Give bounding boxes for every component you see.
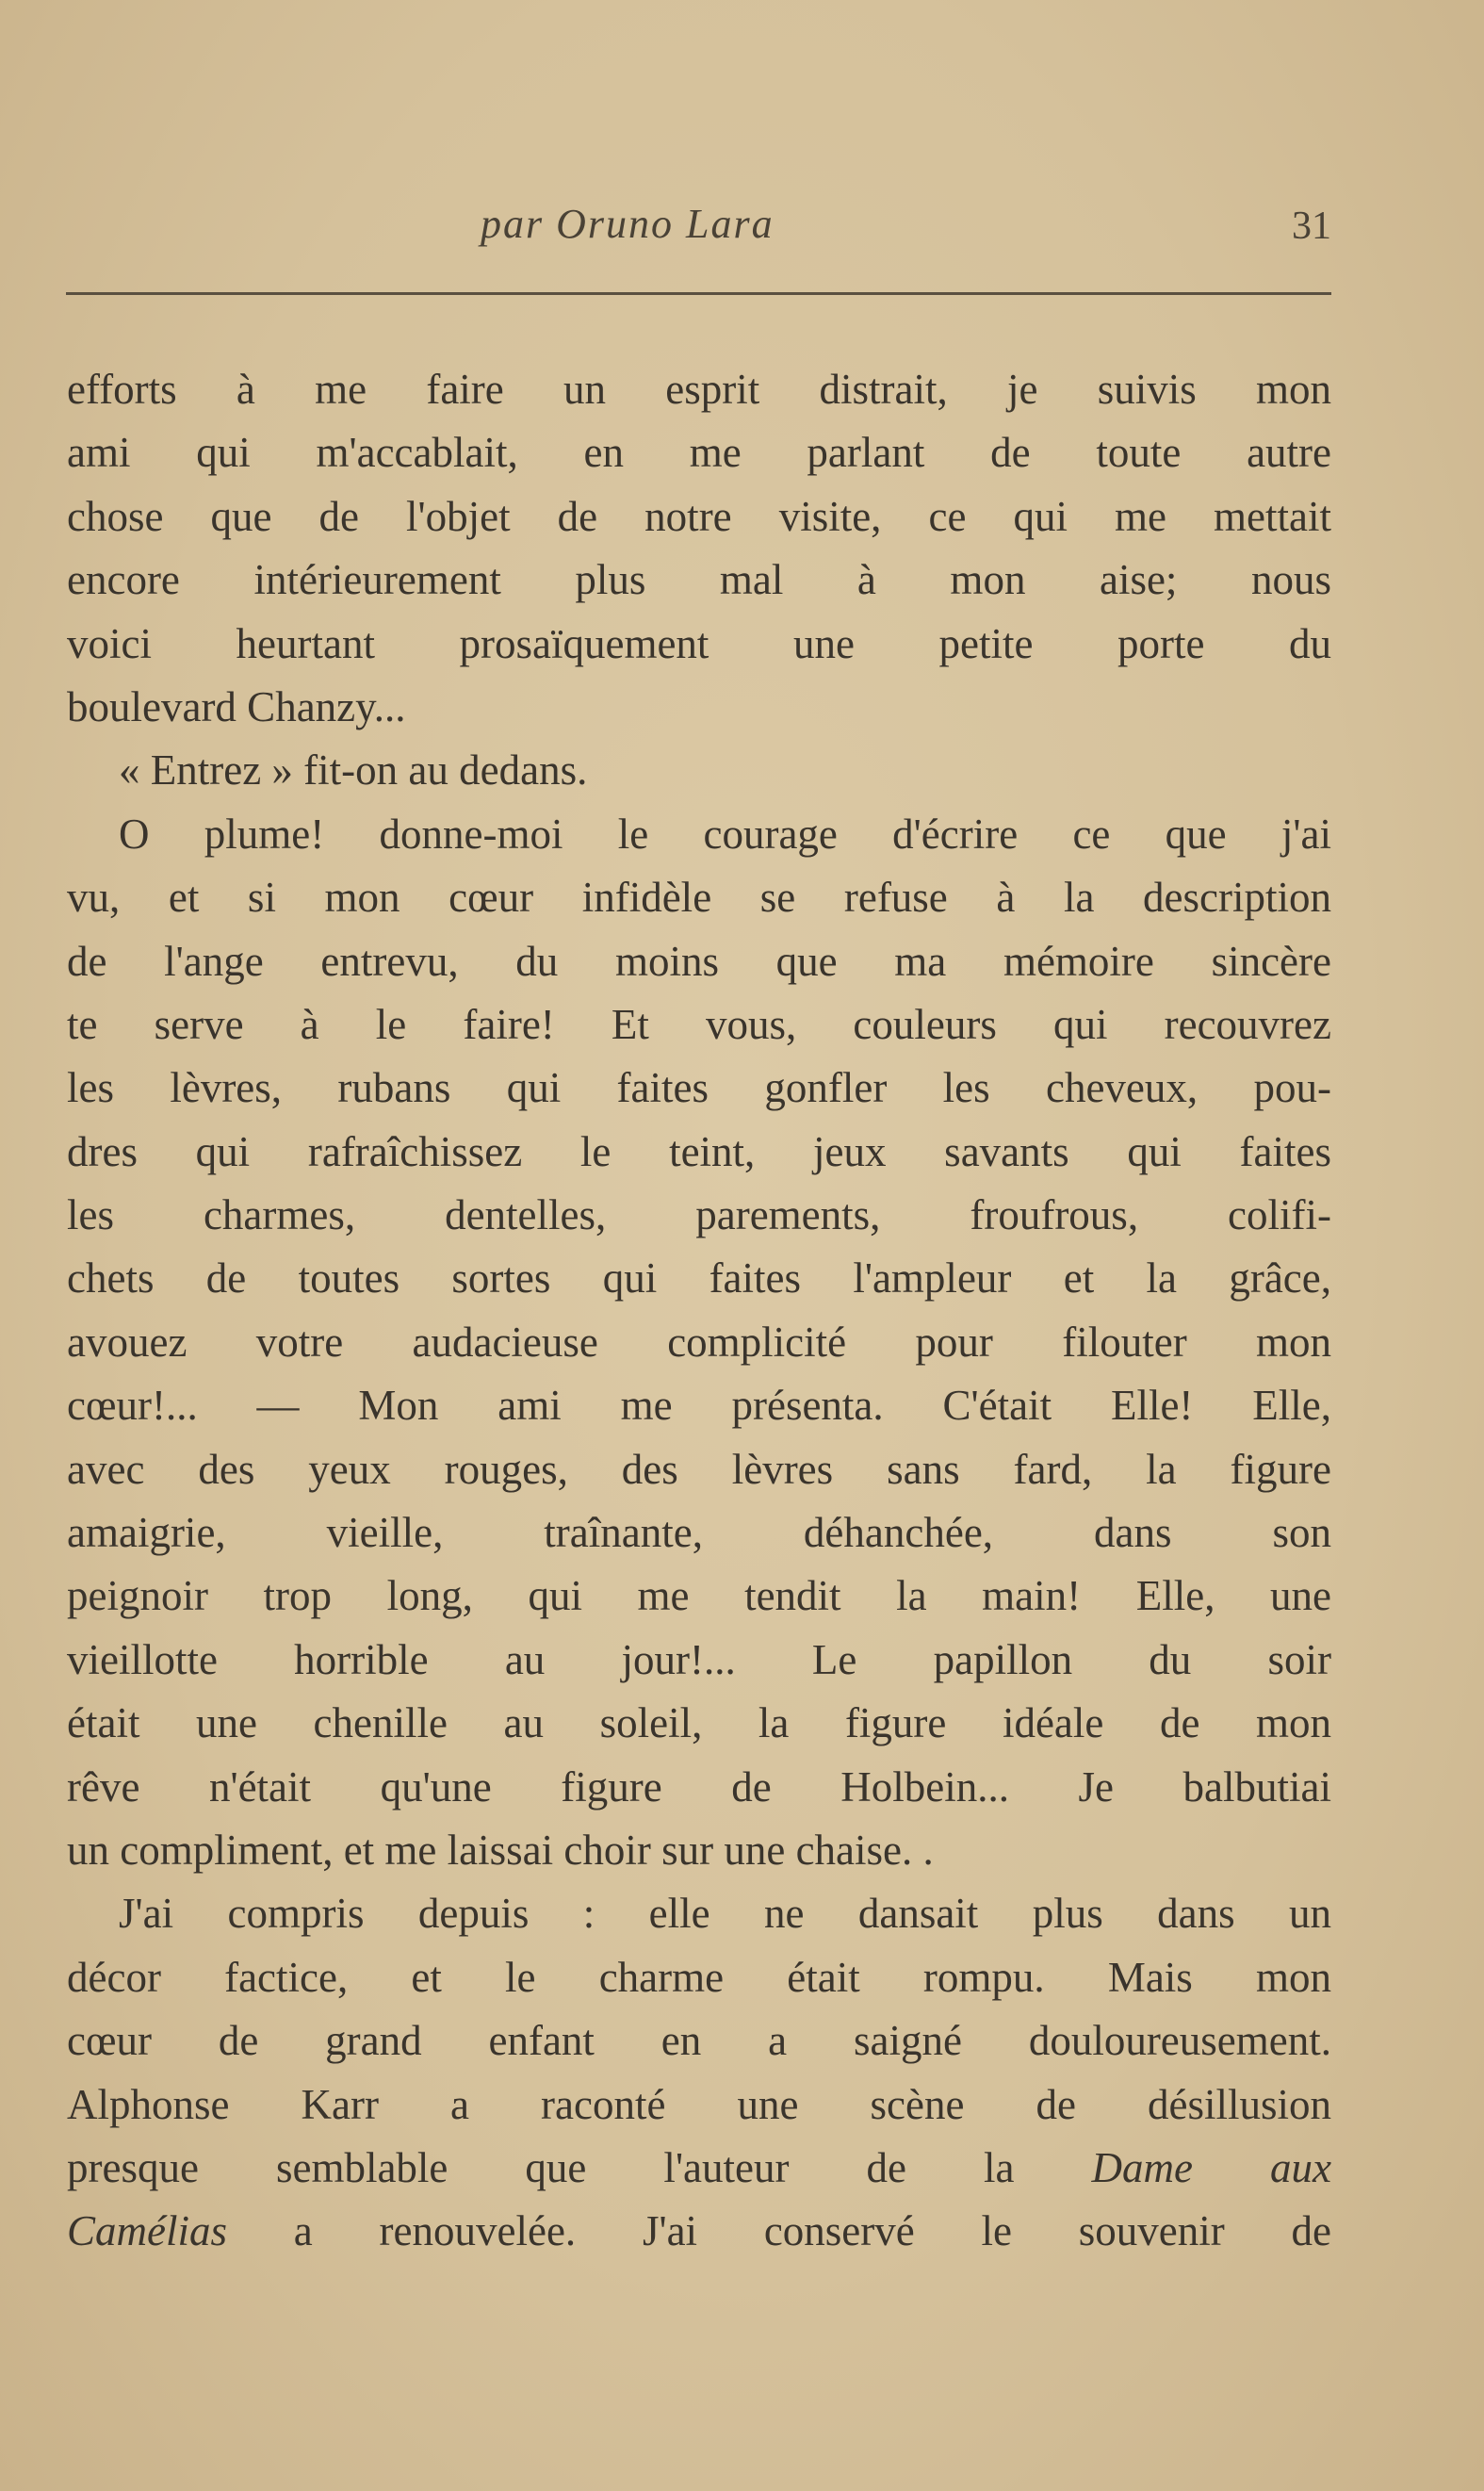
- text-line: vu, et si mon cœur infidèle se refuse à la description: [67, 874, 1331, 922]
- text-line: te serve à le faire! Et vous, couleurs qui recouvrez: [67, 1000, 1331, 1048]
- text-line: amaigrie, vieille, traînante, déhanchée, dans son: [67, 1509, 1331, 1557]
- text-line: les lèvres, rubans qui faites gonfler les cheveux, pou-: [67, 1064, 1331, 1112]
- text-line: [67, 2137, 1331, 2200]
- text-line: « Entrez » fit-on au dedans.: [119, 746, 588, 795]
- text-segment: a renouvelée. J'ai conservé le souvenir de: [293, 2207, 1331, 2255]
- text-line: encore intérieurement plus mal à mon aise; nous: [67, 556, 1331, 604]
- italic-title: Camélias: [67, 2207, 228, 2255]
- text-line: un compliment, et me laissai choir sur une chaise. .: [67, 1826, 934, 1874]
- text-line: dres qui rafraîchissez le teint, jeux savants qui faites: [67, 1127, 1331, 1175]
- text-line: cœur de grand enfant en a saigné douloureusement.: [67, 2017, 1331, 2065]
- body-text: [67, 358, 1331, 2264]
- italic-title: Dame aux: [1091, 2143, 1331, 2191]
- text-line: J'ai compris depuis : elle ne dansait plus dans un: [119, 1890, 1331, 1938]
- page-number: 31: [1292, 205, 1331, 248]
- header-rule: [66, 292, 1331, 295]
- text-line: chets de toutes sortes qui faites l'ampleur et la grâce,: [67, 1254, 1331, 1303]
- text-line: avec des yeux rouges, des lèvres sans fard, la figure: [67, 1445, 1331, 1493]
- text-line: cœur!... — Mon ami me présenta. C'était Elle! Elle,: [67, 1382, 1331, 1430]
- text-line: efforts à me faire un esprit distrait, je suivis mon: [67, 366, 1331, 413]
- running-title: par Oruno Lara: [481, 201, 775, 247]
- text-line: Alphonse Karr a raconté une scène de désillusion: [67, 2080, 1331, 2128]
- text-line: chose que de l'objet de notre visite, ce qui me mettait: [67, 492, 1331, 540]
- text-line: peignoir trop long, qui me tendit la main! Elle, une: [67, 1572, 1331, 1620]
- text-line: avouez votre audacieuse complicité pour filouter mon: [67, 1318, 1331, 1366]
- text-line: décor factice, et le charme était rompu. Mais mon: [67, 1953, 1331, 2001]
- text-segment: presque semblable que l'auteur de la: [67, 2143, 1015, 2191]
- text-line: [67, 2200, 1331, 2263]
- text-line: ami qui m'accablait, en me parlant de toute autre: [67, 429, 1331, 477]
- text-line: voici heurtant prosaïquement une petite porte du: [67, 619, 1331, 667]
- text-line: vieillotte horrible au jour!... Le papillon du soir: [67, 1635, 1331, 1683]
- text-line: les charmes, dentelles, parements, froufrous, colifi-: [67, 1191, 1331, 1239]
- text-line: boulevard Chanzy...: [67, 682, 406, 730]
- text-line: était une chenille au soleil, la figure idéale de mon: [67, 1699, 1331, 1747]
- text-line: de l'ange entrevu, du moins que ma mémoire sincère: [67, 937, 1331, 985]
- page-header: [66, 200, 1331, 256]
- text-line: rêve n'était qu'une figure de Holbein... Je balbutiai: [67, 1762, 1331, 1811]
- text-line: O plume! donne-moi le courage d'écrire ce que j'ai: [119, 810, 1331, 858]
